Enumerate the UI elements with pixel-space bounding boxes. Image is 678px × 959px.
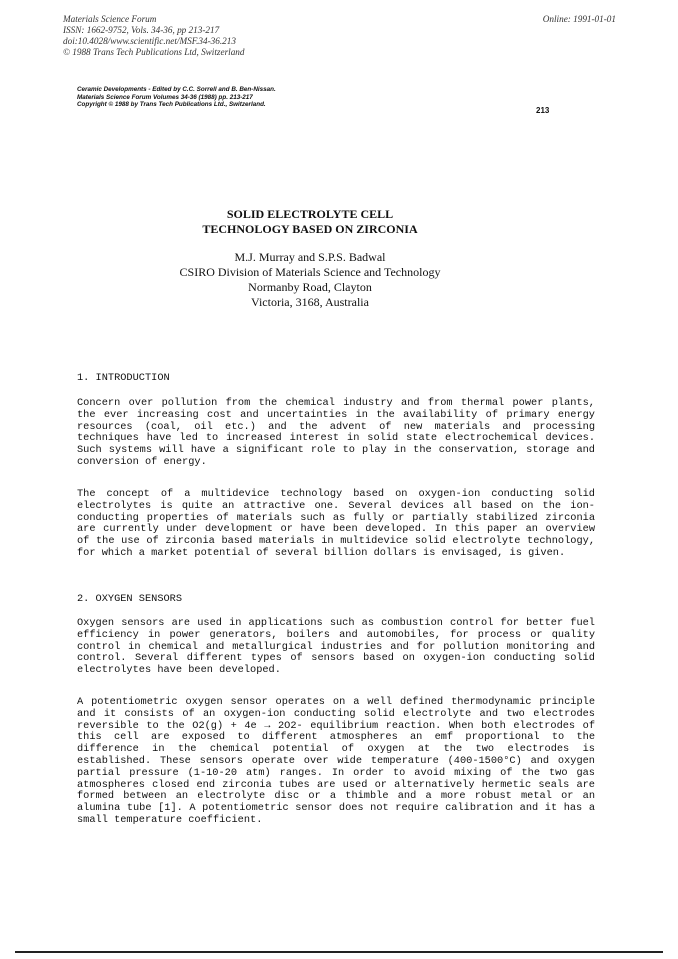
author-block [0, 250, 620, 310]
paragraph-intro-1: Concern over pollution from the chemical industry and from thermal power plants, the ever increasing cost and uncertainties in the availability of primary energy resources (coal, oil etc.) and the advent of new materials and processing techniques have led to increased interest in solid state electrochemical devices. Such systems will have a significant role to play in the conservation, storage and conversion of energy. [77, 397, 595, 468]
section-heading-oxygen-sensors: 2. OXYGEN SENSORS [77, 593, 183, 605]
page-bottom-rule [15, 951, 663, 953]
page-number: 213 [536, 106, 550, 115]
journal-header [63, 14, 244, 58]
title-line-1: SOLID ELECTROLYTE CELL [226, 207, 394, 221]
citation-line: Materials Science Forum Volumes 34-36 (1988) pp. 213-217 [77, 93, 253, 101]
section-heading-introduction: 1. INTRODUCTION [77, 372, 170, 384]
header-line: © 1988 Trans Tech Publications Ltd, Switzerland [63, 47, 245, 57]
citation-block [77, 86, 276, 109]
citation-line: Ceramic Developments - Edited by C.C. Sorrell and B. Ben-Nissan. [77, 86, 276, 93]
paragraph-sensors-2: A potentiometric oxygen sensor operates on a well defined thermodynamic principle and it consists of an oxygen-ion conducting solid electrolyte and two electrodes reversible to the O2(g) + 4e → 2O2- equilibrium reaction. When both electrodes of this cell are exposed to different atmospheres an emf proportional to the difference in the chemical potential of oxygen at the two electrodes is established. These sensors operate over wide temperature (400-1500°C) and oxygen partial pressure (1-10-20 atm) ranges. In order to avoid mixing of the two gas atmospheres closed end zirconia tubes are used or alternatively hermetic seals are formed between an electrolyte disc or a thimble and a more robust metal or an alumina tube [1]. A potentiometric sensor does not require calibration and it has a small temperature coefficient. [77, 696, 595, 826]
address-line-2: Victoria, 3168, Australia [251, 295, 369, 309]
paragraph-sensors-1: Oxygen sensors are used in applications such as combustion control for better fuel efficiency in power generators, boilers and automobiles, for process or quality control in chemical and metallurgical industries and for pollution monitoring and control. Several different types of sensors based on oxygen-ion conducting solid electrolytes have been developed. [77, 617, 595, 677]
header-line: ISSN: 1662-9752, Vols. 34-36, pp 213-217 [63, 25, 220, 35]
online-date: Online: 1991-01-01 [542, 14, 616, 24]
header-line: doi:10.4028/www.scientific.net/MSF.34-36.213 [63, 36, 236, 46]
paragraph-intro-2: The concept of a multidevice technology based on oxygen-ion conducting solid electrolytes is quite an attractive one. Several devices all based on the ion-conducting properties of materials such as fully or partially stabilized zirconia are currently under development or have been developed. In this paper an overview of the use of zirconia based materials in multidevice solid electrolyte technology, for which a market potential of several billion dollars is envisaged, is given. [77, 488, 595, 559]
paper-title [0, 207, 620, 237]
citation-line: Copyright © 1988 by Trans Tech Publications Ltd., Switzerland. [77, 101, 266, 109]
affiliation: CSIRO Division of Materials Science and Technology [179, 265, 441, 279]
title-line-2: TECHNOLOGY BASED ON ZIRCONIA [202, 222, 418, 236]
header-line: Materials Science Forum [63, 14, 157, 24]
address-line-1: Normanby Road, Clayton [248, 280, 372, 294]
author-names: M.J. Murray and S.P.S. Badwal [234, 250, 386, 264]
